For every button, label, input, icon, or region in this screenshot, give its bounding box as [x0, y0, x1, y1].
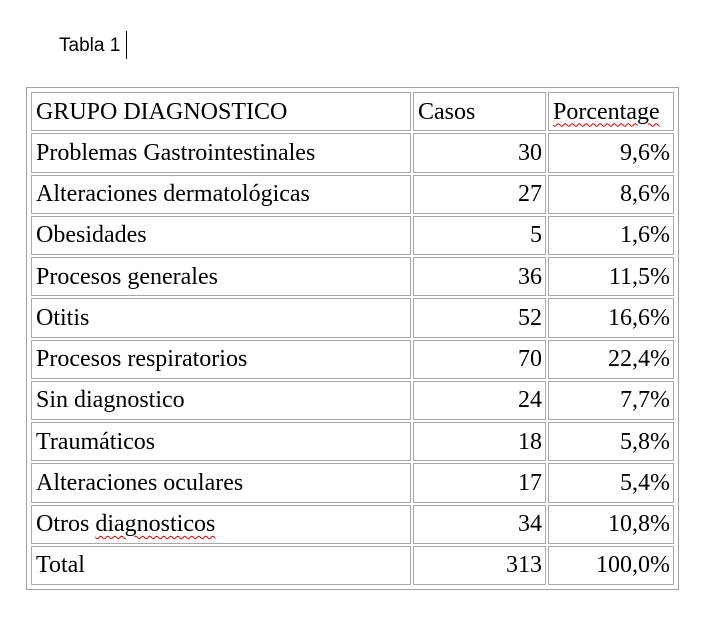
- cell-total-label[interactable]: Total: [31, 546, 411, 585]
- cell-cases[interactable]: 27: [413, 175, 546, 214]
- cell-percentage[interactable]: 16,6%: [548, 298, 674, 337]
- cell-cases[interactable]: 52: [413, 298, 546, 337]
- cell-cases[interactable]: 24: [413, 381, 546, 420]
- cell-group[interactable]: Traumáticos: [31, 422, 411, 461]
- cell-group[interactable]: Alteraciones dermatológicas: [31, 175, 411, 214]
- diagnosis-table-frame: [26, 87, 679, 590]
- cell-percentage[interactable]: 9,6%: [548, 133, 674, 172]
- header-cell-cases[interactable]: Casos: [413, 92, 546, 131]
- table-total-row: [31, 546, 674, 585]
- cell-cases[interactable]: 70: [413, 340, 546, 379]
- cell-percentage[interactable]: 5,4%: [548, 463, 674, 502]
- cell-percentage[interactable]: 7,7%: [548, 381, 674, 420]
- header-cell-group[interactable]: GRUPO DIAGNOSTICO: [31, 92, 411, 131]
- cell-group[interactable]: Procesos respiratorios: [31, 340, 411, 379]
- table-row: [31, 340, 674, 379]
- cell-group[interactable]: Obesidades: [31, 216, 411, 255]
- table-row: [31, 422, 674, 461]
- table-row: [31, 463, 674, 502]
- cell-percentage[interactable]: 10,8%: [548, 505, 674, 544]
- cell-cases[interactable]: 30: [413, 133, 546, 172]
- table-row: [31, 175, 674, 214]
- diagnosis-table: [29, 90, 676, 587]
- cell-group[interactable]: Alteraciones oculares: [31, 463, 411, 502]
- cell-percentage[interactable]: 22,4%: [548, 340, 674, 379]
- cell-group[interactable]: Procesos generales: [31, 257, 411, 296]
- cell-percentage[interactable]: 1,6%: [548, 216, 674, 255]
- table-row: [31, 257, 674, 296]
- cell-cases[interactable]: 36: [413, 257, 546, 296]
- cell-cases[interactable]: 18: [413, 422, 546, 461]
- cell-group[interactable]: [31, 505, 411, 544]
- table-row: [31, 298, 674, 337]
- cell-group-text: Otros diagnosticos: [36, 511, 216, 538]
- table-row: [31, 133, 674, 172]
- cell-group[interactable]: Problemas Gastrointestinales: [31, 133, 411, 172]
- header-cell-percentage[interactable]: [548, 92, 674, 131]
- table-header-row: [31, 92, 674, 131]
- cell-cases[interactable]: 17: [413, 463, 546, 502]
- table-row: [31, 505, 674, 544]
- cell-total-cases[interactable]: 313: [413, 546, 546, 585]
- cell-group[interactable]: Otitis: [31, 298, 411, 337]
- cell-percentage[interactable]: 8,6%: [548, 175, 674, 214]
- cell-cases[interactable]: 34: [413, 505, 546, 544]
- cell-percentage[interactable]: 5,8%: [548, 422, 674, 461]
- cell-group[interactable]: Sin diagnostico: [31, 381, 411, 420]
- table-caption-line[interactable]: [59, 31, 127, 59]
- spellcheck-word: diagnosticos: [95, 511, 216, 538]
- table-row: [31, 216, 674, 255]
- header-percentage-text: Porcentage: [553, 98, 660, 125]
- cell-cases[interactable]: 5: [413, 216, 546, 255]
- cell-percentage[interactable]: 11,5%: [548, 257, 674, 296]
- text-cursor: [126, 31, 127, 59]
- table-row: [31, 381, 674, 420]
- table-caption: Tabla 1: [59, 34, 121, 56]
- cell-total-percentage[interactable]: 100,0%: [548, 546, 674, 585]
